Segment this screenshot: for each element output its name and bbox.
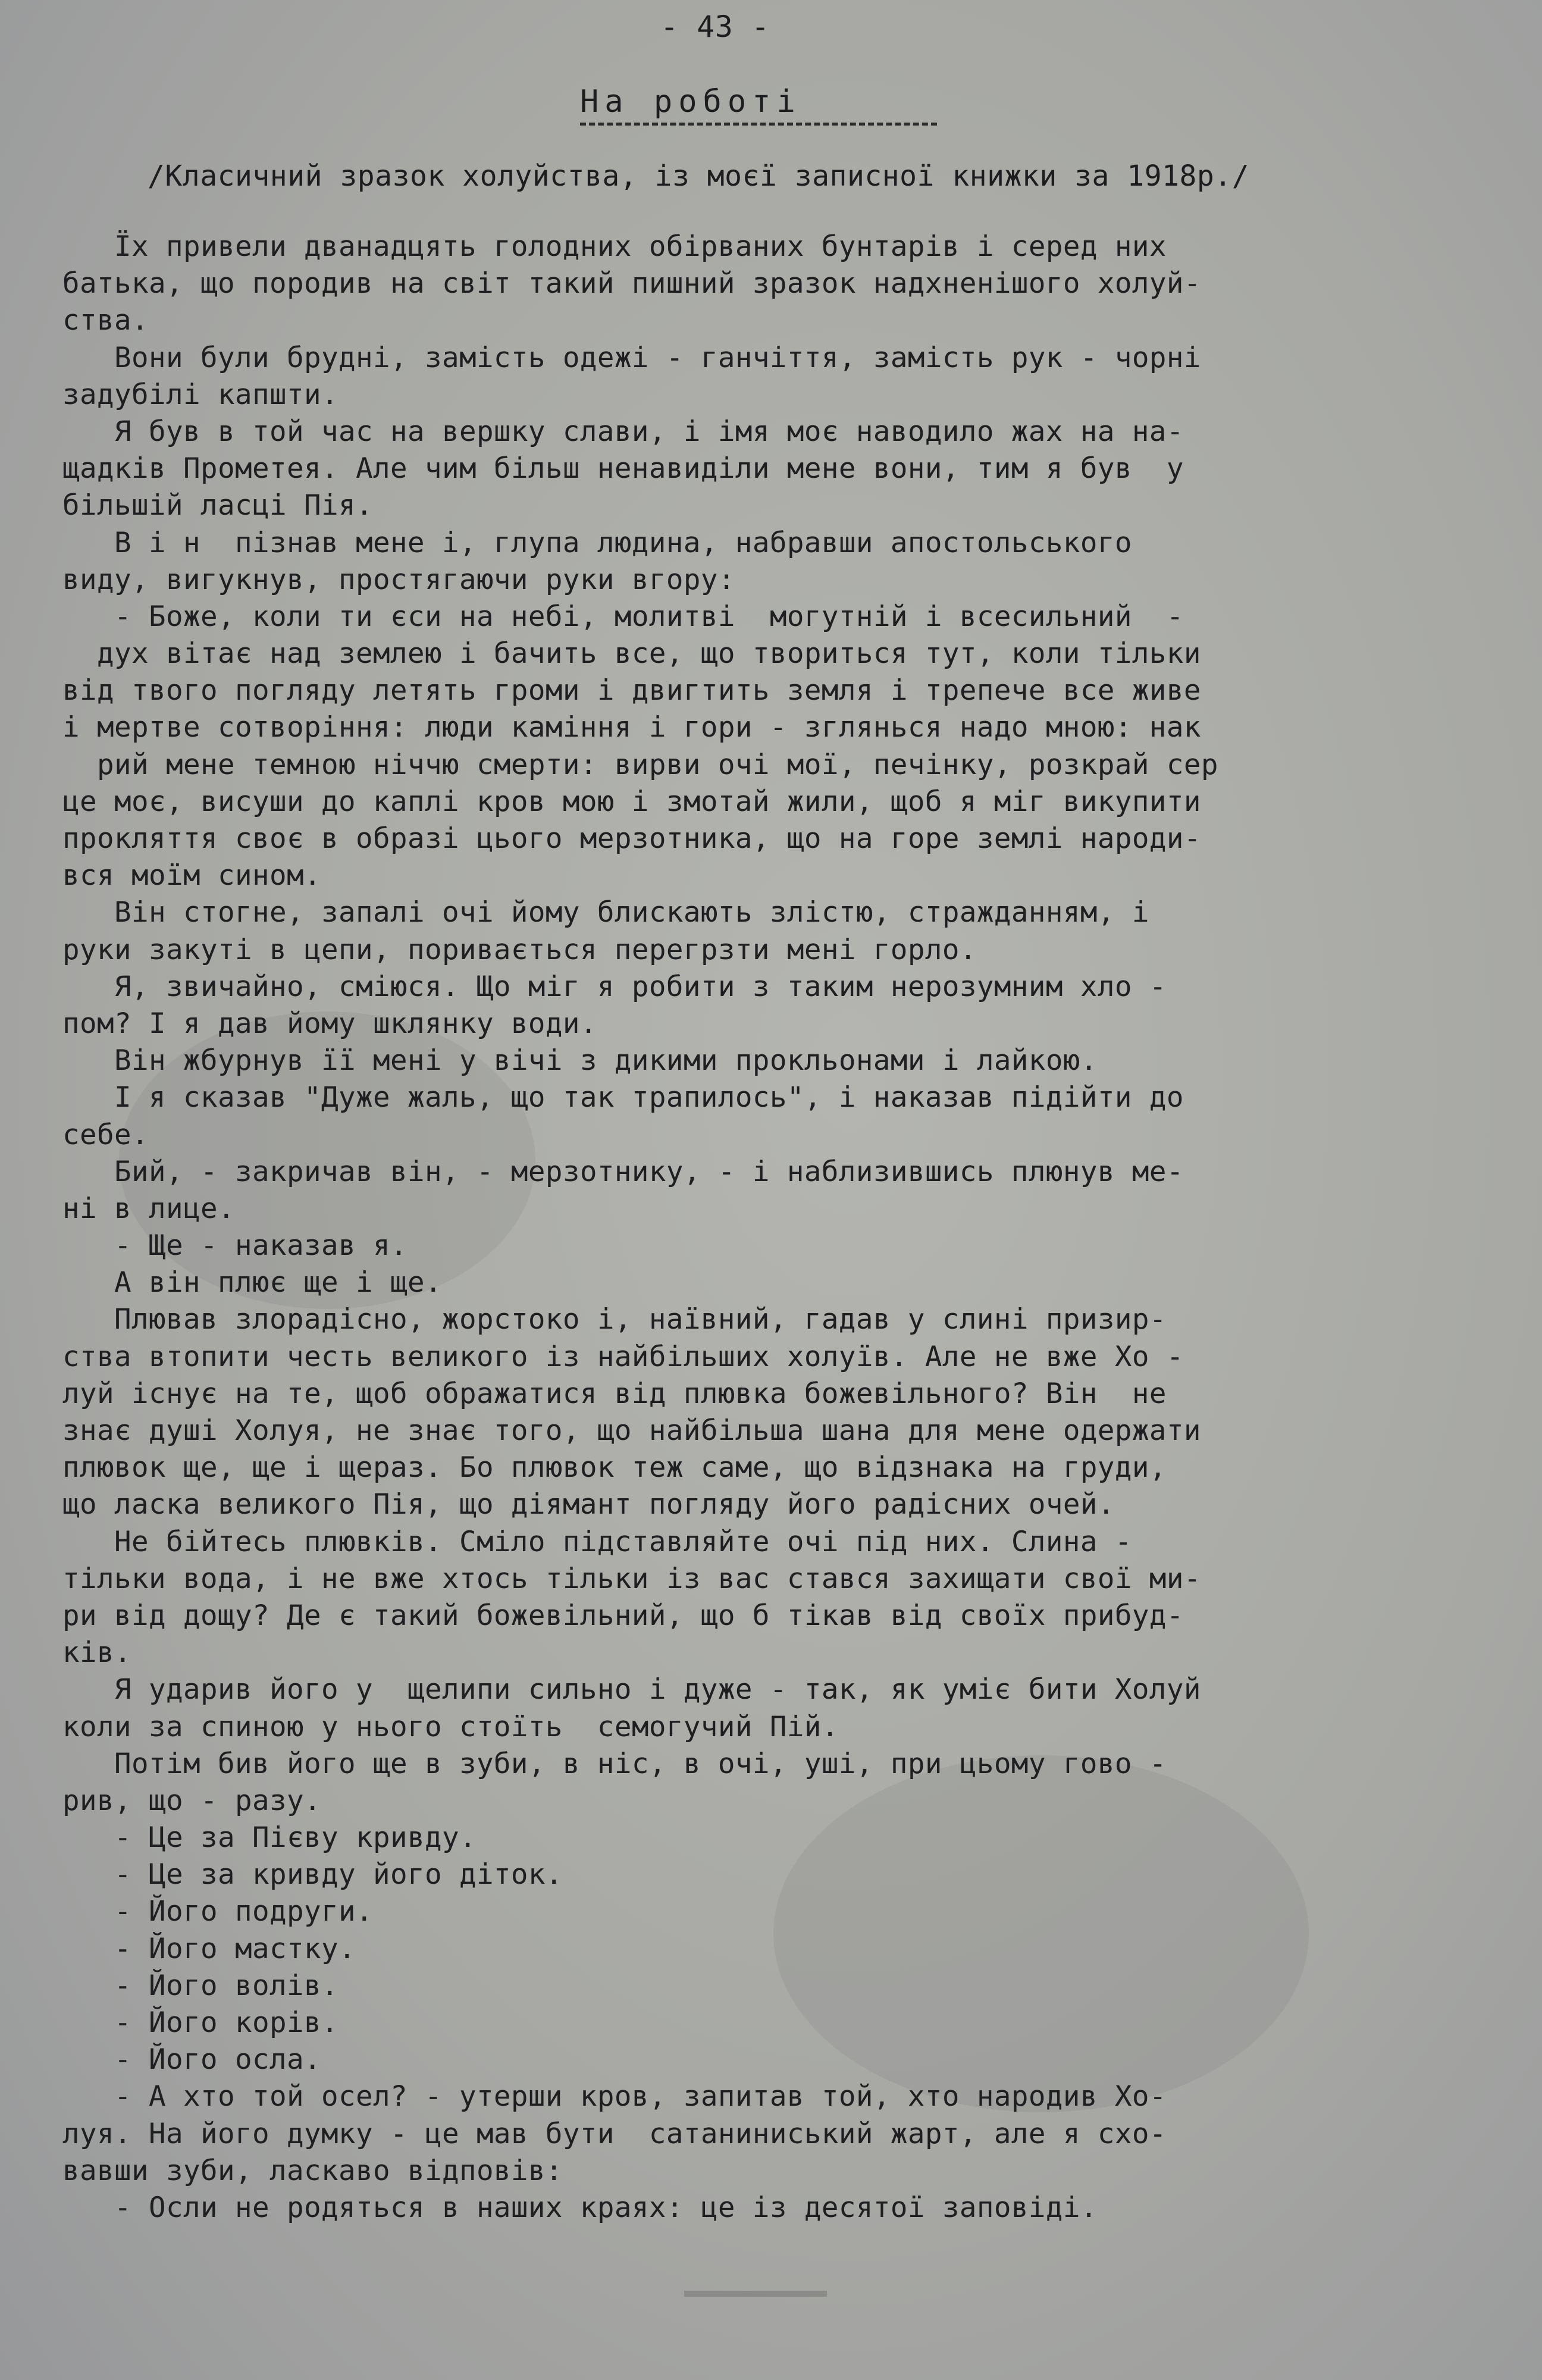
text-line: рив, що - разу. xyxy=(62,1784,321,1817)
text-line: - Осли не родяться в наших краях: це із десятої заповіді. xyxy=(62,2191,1098,2224)
text-line: і мертве сотворіння: люди каміння і гори - зглянься надо мною: нак xyxy=(62,711,1201,744)
body-text xyxy=(62,228,1490,2226)
text-line: Бий, - закричав він, - мерзотнику, - і наблизившись плюнув ме- xyxy=(62,1155,1184,1188)
text-line: дух вітає над землею і бачить все, що твориться тут, коли тільки xyxy=(62,637,1201,671)
text-line: ри від дощу? Де є такий божевільний, що б тікав від своїх прибуд- xyxy=(62,1599,1184,1632)
text-line: - А хто той осел? - утерши кров, запитав той, хто народив Хо- xyxy=(62,2080,1167,2113)
text-line: Потім бив його ще в зуби, в ніс, в очі, уші, при цьому гово - xyxy=(62,1747,1167,1780)
text-line: - Це за кривду його діток. xyxy=(62,1858,563,1892)
text-line: Він жбурнув її мені у вічі з дикими прокльонами і лайкою. xyxy=(62,1044,1098,1078)
text-line: це моє, висуши до каплі кров мою і змотай жили, щоб я міг викупити xyxy=(62,785,1201,818)
page-number: - 43 - xyxy=(660,10,770,44)
text-line: - Його осла. xyxy=(62,2043,321,2077)
text-line: від твого погляду летять громи і двигтить земля і трепече все живе xyxy=(62,674,1201,707)
text-line: Я, звичайно, сміюся. Що міг я робити з таким нерозумним хло - xyxy=(62,970,1167,1003)
text-line: - Це за Пієву кривду. xyxy=(62,1821,477,1855)
text-line: А він плює ще і ще. xyxy=(62,1266,442,1299)
text-line: виду, вигукнув, простягаючи руки вгору: xyxy=(62,563,735,596)
text-line: - Його волів. xyxy=(62,1969,339,2002)
text-line: знає душі Холуя, не знає того, що найбільша шана для мене одержати xyxy=(62,1414,1201,1447)
title-underline xyxy=(580,123,937,126)
text-line: прокляття своє в образі цього мерзотника, що на горе землі народи- xyxy=(62,822,1201,855)
text-line: ків. xyxy=(62,1636,131,1670)
text-line: пом? І я дав йому шклянку води. xyxy=(62,1007,597,1040)
text-line: батька, що породив на світ такий пишний зразок надхненішого холуй- xyxy=(62,267,1201,300)
text-line: вавши зуби, ласкаво відповів: xyxy=(62,2154,563,2187)
text-line: - Його подруги. xyxy=(62,1895,373,1928)
text-line: плювок ще, ще і щераз. Бо плювок теж саме, що відзнака на груди, xyxy=(62,1451,1167,1485)
subtitle: /Класичний зразок холуйства, із моєї записної книжки за 1918р./ xyxy=(148,159,1250,193)
text-line: Плював злорадісно, жорстоко і, наївний, гадав у слині призир- xyxy=(62,1303,1167,1336)
text-line: щадків Прометея. Але чим більш ненавиділи мене вони, тим я був у xyxy=(62,452,1184,486)
text-line: Він стогне, запалі очі йому блискають злістю, стражданням, і xyxy=(62,896,1149,929)
text-line: Я ударив його у щелипи сильно і дуже - так, як уміє бити Холуй xyxy=(62,1673,1201,1706)
text-line: - Ще - наказав я. xyxy=(62,1229,408,1263)
text-line: Їх привели дванадцять голодних обірваних бунтарів і серед них xyxy=(62,230,1167,263)
text-line: що ласка великого Пія, що діямант погляду його радісних очей. xyxy=(62,1488,1115,1521)
text-line: Я був в той час на вершку слави, і імя моє наводило жах на на- xyxy=(62,415,1184,448)
text-line: вся моїм сином. xyxy=(62,859,321,892)
text-line: Вони були брудні, замість одежі - ганчіття, замість рук - чорні xyxy=(62,341,1201,374)
text-line: Не бійтесь плювків. Сміло підставляйте очі під них. Слина - xyxy=(62,1525,1132,1558)
text-line: рий мене темною ніччю смерти: вирви очі мої, печінку, розкрай сер xyxy=(62,748,1218,781)
bottom-smudge xyxy=(684,2291,827,2297)
text-line: ства. xyxy=(62,304,149,337)
text-line: ні в лице. xyxy=(62,1192,235,1225)
text-line: - Його мастку. xyxy=(62,1932,356,1965)
text-line: - Його корів. xyxy=(62,2006,339,2039)
text-line: задубілі капшти. xyxy=(62,378,339,411)
text-line: луй існує на те, щоб ображатися від плювка божевільного? Він не xyxy=(62,1377,1167,1410)
text-line: руки закуті в цепи, поривається перегрзти мені горло. xyxy=(62,933,977,966)
text-line: більшій ласці Пія. xyxy=(62,489,373,522)
text-line: І я сказав "Дуже жаль, що так трапилось", і наказав підійти до xyxy=(62,1081,1184,1114)
page-title: На роботі xyxy=(580,84,801,120)
text-line: тільки вода, і не вже хтось тільки із вас стався захищати свої ми- xyxy=(62,1562,1201,1595)
text-line: луя. На його думку - це мав бути сатаниниський жарт, але я схо- xyxy=(62,2117,1167,2150)
text-line: ства втопити честь великого із найбільших холуїв. Але не вже Хо - xyxy=(62,1340,1184,1373)
text-line: - Боже, коли ти єси на небі, молитві могутній і всесильний - xyxy=(62,600,1184,633)
text-line: коли за спиною у нього стоїть семогучий Пій. xyxy=(62,1710,839,1743)
text-line: В і н пізнав мене і, глупа людина, набравши апостольського xyxy=(62,526,1132,559)
text-line: себе. xyxy=(62,1118,149,1151)
